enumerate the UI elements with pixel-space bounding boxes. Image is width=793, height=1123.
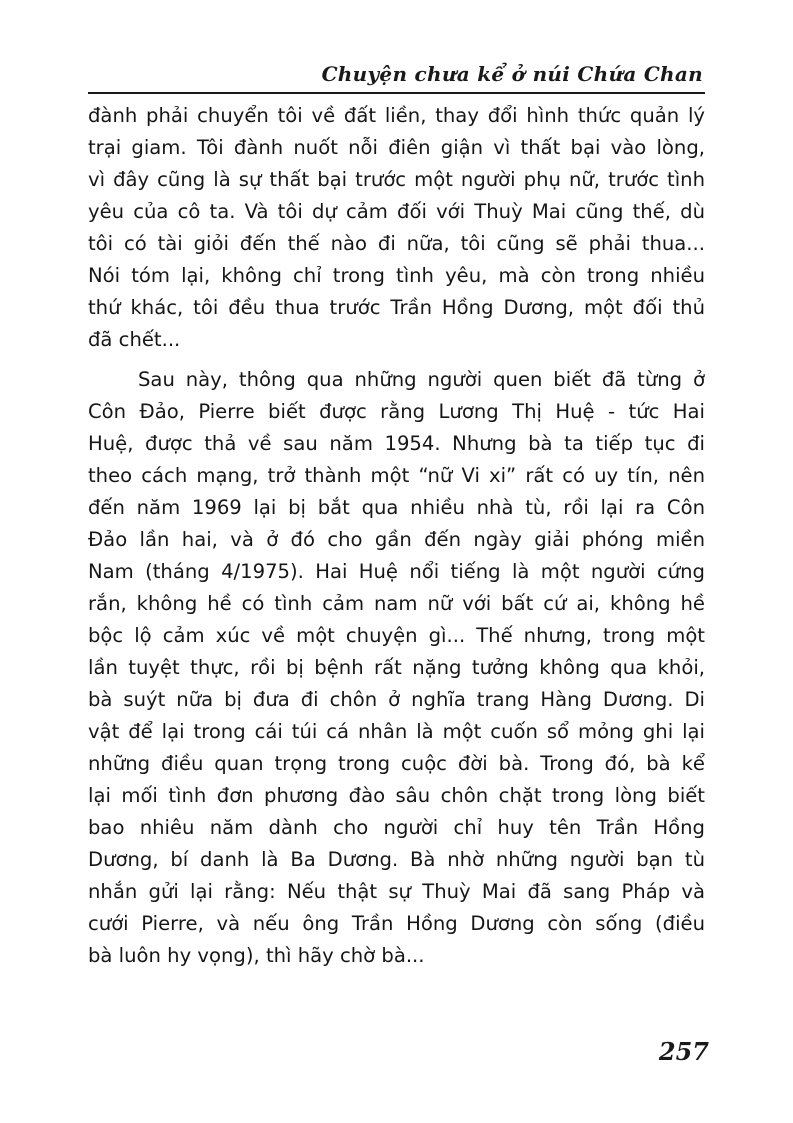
text-line: rắn, không hề có tình cảm nam nữ với bất cứ ai, không hề: [88, 592, 705, 615]
header-rule: [88, 92, 705, 94]
text-line: những điều quan trọng trong cuộc đời bà. Trong đó, bà kể: [88, 752, 705, 775]
text-line: đành phải chuyển tôi về đất liền, thay đổi hình thức quản lý: [88, 104, 705, 127]
page-body: [88, 100, 705, 972]
text-line: tôi có tài giỏi đến thế nào đi nữa, tôi cũng sẽ phải thua...: [88, 232, 705, 255]
text-line: theo cách mạng, trở thành một “nữ Vi xi” rất có uy tín, nên: [88, 464, 705, 487]
text-line: Dương, bí danh là Ba Dương. Bà nhờ những người bạn tù: [88, 848, 705, 871]
text-line: Côn Đảo, Pierre biết được rằng Lương Thị Huệ - tức Hai: [88, 400, 705, 423]
text-line: Sau này, thông qua những người quen biết đã từng ở: [138, 368, 705, 391]
text-line: bà luôn hy vọng), thì hãy chờ bà...: [88, 944, 425, 967]
page-number: 257: [658, 1037, 709, 1066]
text-line: yêu của cô ta. Và tôi dự cảm đối với Thuỳ Mai cũng thế, dù: [88, 200, 705, 223]
text-line: đã chết...: [88, 328, 181, 351]
paragraph-2: [88, 364, 705, 972]
text-line: Huệ, được thả về sau năm 1954. Nhưng bà ta tiếp tục đi: [88, 432, 705, 455]
paragraph-1: [88, 100, 705, 356]
text-line: trại giam. Tôi đành nuốt nỗi điên giận vì thất bại vào lòng,: [88, 136, 705, 159]
header-title: Chuyện chưa kể ở núi Chứa Chan: [321, 62, 703, 86]
text-line: vật để lại trong cái túi cá nhân là một cuốn sổ mỏng ghi lại: [88, 720, 705, 743]
text-line: vì đây cũng là sự thất bại trước một người phụ nữ, trước tình: [88, 168, 705, 191]
text-line: thứ khác, tôi đều thua trước Trần Hồng Dương, một đối thủ: [88, 296, 705, 319]
text-line: Nam (tháng 4/1975). Hai Huệ nổi tiếng là một người cứng: [88, 560, 705, 583]
text-line: bao nhiêu năm dành cho người chỉ huy tên Trần Hồng: [88, 816, 705, 839]
running-header: [88, 58, 705, 94]
text-line: bà suýt nữa bị đưa đi chôn ở nghĩa trang Hàng Dương. Di: [88, 688, 705, 711]
text-line: đến năm 1969 lại bị bắt qua nhiều nhà tù, rồi lại ra Côn: [88, 496, 705, 519]
text-line: cưới Pierre, và nếu ông Trần Hồng Dương còn sống (điều: [88, 912, 705, 935]
text-line: Nói tóm lại, không chỉ trong tình yêu, mà còn trong nhiều: [88, 264, 705, 287]
text-line: lại mối tình đơn phương đào sâu chôn chặt trong lòng biết: [88, 784, 705, 807]
text-line: bộc lộ cảm xúc về một chuyện gì... Thế nhưng, trong một: [88, 624, 705, 647]
text-line: lần tuyệt thực, rồi bị bệnh rất nặng tưởng không qua khỏi,: [88, 656, 705, 679]
text-line: Đảo lần hai, và ở đó cho gần đến ngày giải phóng miền: [88, 528, 705, 551]
text-line: nhắn gửi lại rằng: Nếu thật sự Thuỳ Mai đã sang Pháp và: [88, 880, 705, 903]
